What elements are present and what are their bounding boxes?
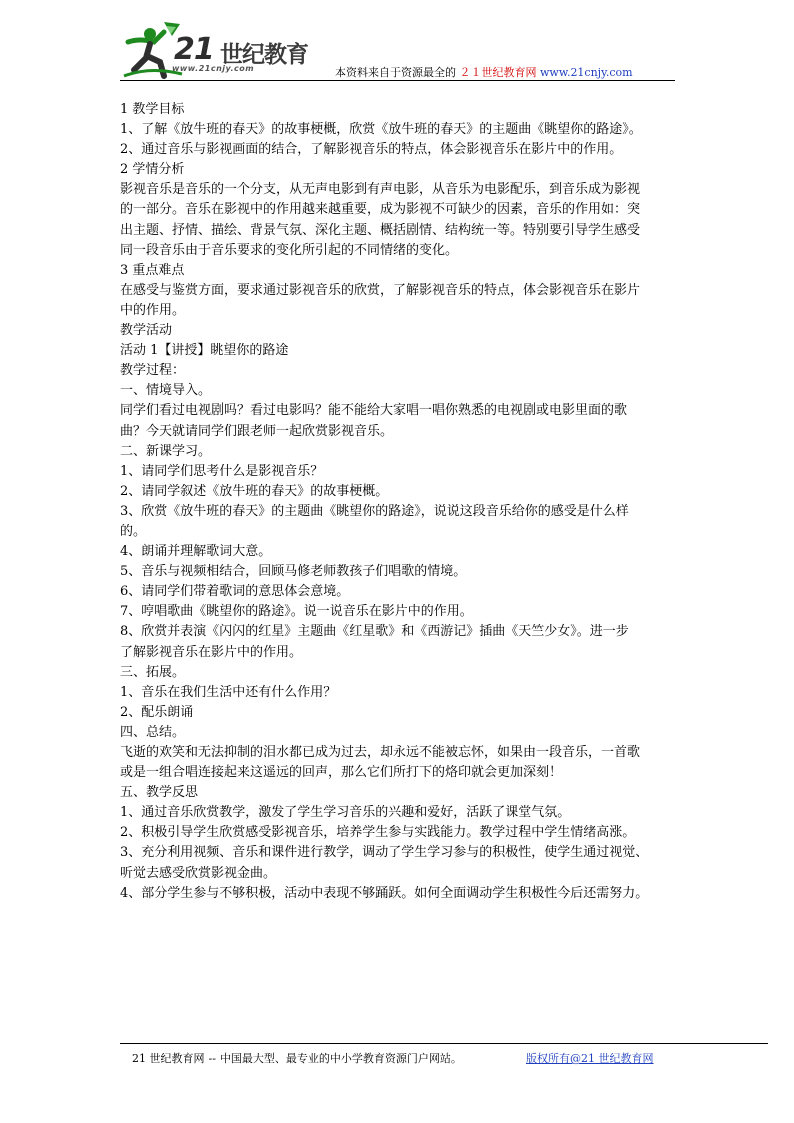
- footer-description: 中国最大型、最专业的中小学教育资源门户网站。: [219, 1052, 462, 1065]
- text-line: 出主题、抒情、描绘、背景气氛、深化主题、概括剧情、结构统一等。特别要引导学生感受: [120, 222, 641, 238]
- header-brand-link[interactable]: ２１世纪教育网: [459, 66, 537, 79]
- text-line: 1、请同学们思考什么是影视音乐？: [120, 463, 324, 479]
- logo-number: 21: [174, 32, 214, 67]
- text-line: 4、朗诵并理解歌词大意。: [120, 544, 272, 560]
- footer-separator: --: [208, 1052, 216, 1065]
- footer-divider: [120, 1043, 768, 1044]
- logo-text: 世纪教育: [220, 42, 308, 68]
- text-line: 曲？今天就请同学们跟老师一起欣赏影视音乐。: [120, 423, 394, 439]
- text-line: 2、通过音乐与影视画面的结合，了解影视音乐的特点，体会影视音乐在影片中的作用。: [120, 142, 623, 158]
- text-line: 5、音乐与视频相结合，回顾马修老师教孩子们唱歌的情境。: [120, 564, 467, 580]
- text-line: 1 教学目标: [120, 102, 185, 117]
- text-line: 或是一组合唱连接起来这遥远的回声，那么它们所打下的烙印就会更加深刻！: [120, 765, 563, 781]
- footer-site-name: 21 世纪教育网: [132, 1052, 205, 1065]
- text-line: 中的作用。: [120, 302, 186, 318]
- text-line: 飞逝的欢笑和无法抑制的泪水都已成为过去，却永远不能被忘怀，如果由一段音乐，一首歌: [120, 745, 641, 760]
- text-line: 2、请同学叙述《放牛班的春天》的故事梗概。: [120, 483, 389, 499]
- header-url-link[interactable]: www.21cnjy.com: [540, 66, 633, 79]
- site-logo[interactable]: [120, 18, 320, 82]
- text-line: 8、欣赏并表演《闪闪的红星》主题曲《红星歌》和《西游记》插曲《天竺少女》。进一步: [120, 624, 629, 640]
- text-line: 教学活动: [120, 323, 173, 339]
- header-note-prefix: 本资料来自于资源最全的: [335, 66, 456, 79]
- text-line: 听觉去感受欣赏影视金曲。: [120, 865, 277, 881]
- text-line: 6、请同学们带着歌词的意思体会意境。: [120, 584, 350, 600]
- text-line: 2 学情分析: [120, 162, 185, 178]
- text-line: 的一部分。音乐在影视中的作用越来越重要，成为影视不可缺少的因素，音乐的作用如：突: [120, 202, 641, 218]
- text-line: 的。: [120, 523, 147, 539]
- text-line: 同学们看过电视剧吗？看过电影吗？能不能给大家唱一唱你熟悉的电视剧或电影里面的歌: [120, 403, 628, 419]
- footer-copyright-link[interactable]: 版权所有@21 世纪教育网: [526, 1052, 654, 1065]
- text-line: 2、配乐朗诵: [120, 704, 194, 720]
- page-footer: [132, 1050, 654, 1066]
- logo-url: www.21cnjy.com: [172, 64, 255, 73]
- text-line: 1、了解《放牛班的春天》的故事梗概，欣赏《放牛班的春天》的主题曲《眺望你的路途》。: [120, 122, 642, 138]
- text-line: 二、新课学习。: [120, 443, 212, 459]
- text-line: 3、充分利用视频、音乐和课件进行教学，调动了学生学习参与的积极性，使学生通过视觉、: [120, 845, 649, 861]
- text-line: 活动 1【讲授】眺望你的路途: [120, 343, 289, 359]
- text-line: 五、教学反思: [120, 785, 199, 801]
- header-divider: [120, 80, 675, 81]
- text-line: 3 重点难点: [120, 262, 185, 278]
- text-line: 同一段音乐由于音乐要求的变化所引起的不同情绪的变化。: [120, 242, 459, 258]
- text-line: 四、总结。: [120, 724, 186, 740]
- text-line: 了解影视音乐在影片中的作用。: [120, 644, 303, 660]
- text-line: 1、音乐在我们生活中还有什么作用？: [120, 684, 337, 700]
- header-note: [335, 64, 633, 80]
- text-line: 3、欣赏《放牛班的春天》的主题曲《眺望你的路途》，说说这段音乐给你的感受是什么样: [120, 503, 629, 519]
- text-line: 影视音乐是音乐的一个分支，从无声电影到有声电影，从音乐为电影配乐，到音乐成为影视: [120, 182, 641, 198]
- text-line: 7、哼唱歌曲《眺望你的路途》。说一说音乐在影片中的作用。: [120, 604, 473, 620]
- text-line: 教学过程：: [120, 363, 186, 379]
- text-line: 1、通过音乐欣赏教学，激发了学生学习音乐的兴趣和爱好，活跃了课堂气氛。: [120, 805, 571, 821]
- text-line: 三、拓展。: [120, 664, 186, 680]
- text-line: 在感受与鉴赏方面，要求通过影视音乐的欣赏，了解影视音乐的特点，体会影视音乐在影片: [120, 282, 641, 298]
- text-line: 4、部分学生参与不够积极，活动中表现不够踊跃。如何全面调动学生积极性今后还需努力。: [120, 885, 649, 901]
- text-line: 2、积极引导学生欣赏感受影视音乐，培养学生参与实践能力。教学过程中学生情绪高涨。: [120, 825, 636, 841]
- text-line: 一、情境导入。: [120, 383, 212, 399]
- lesson-plan-body: [120, 100, 680, 904]
- page-header: [120, 18, 675, 82]
